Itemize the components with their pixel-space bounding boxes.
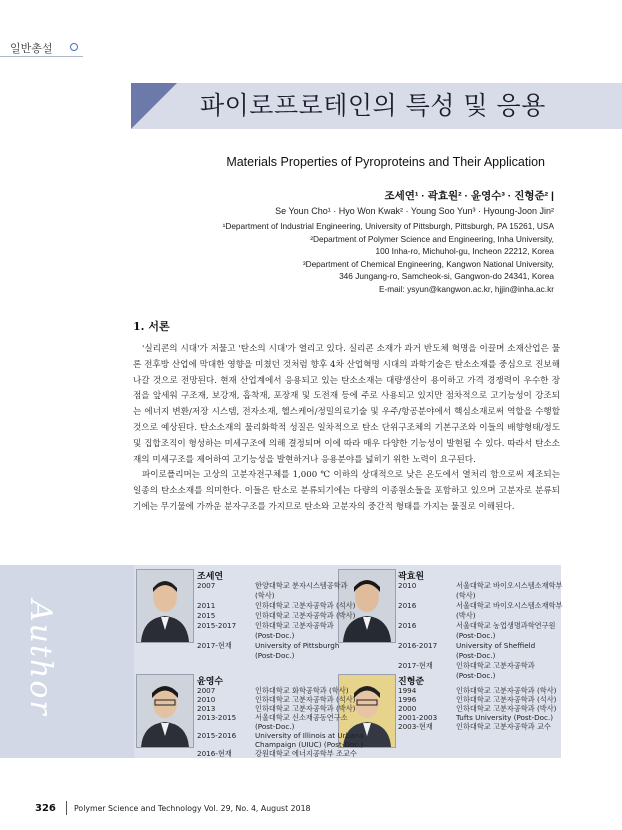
history-desc: University of Illinois at Urbana (255, 731, 364, 740)
history-year: 2007 (197, 581, 216, 590)
history-desc: (Post-Doc.) (255, 722, 295, 731)
affiliation-line: ²Department of Polymer Science and Engineering, Inha University, (310, 233, 554, 244)
intro-body (133, 342, 560, 516)
history-desc: University of Pittsburgh (255, 641, 340, 650)
history-desc: 인하대학교 고분자공학과 (학사) (456, 686, 557, 695)
history-year: 2015-2017 (197, 621, 237, 630)
history-year: 2013-2015 (197, 713, 237, 722)
author-history (197, 581, 356, 661)
affiliation-line: ³Department of Chemical Engineering, Kangwon National University, (302, 258, 554, 269)
history-desc: 인하대학교 고분자공학과 (박사) (255, 704, 356, 713)
intro-heading: 1. 서론 (133, 320, 170, 333)
history-desc: (Post-Doc.) (255, 651, 295, 660)
history-desc: 인하대학교 고분자공학과 (석사) (255, 601, 356, 610)
affiliation-line: 346 Jungang-ro, Samcheok-si, Gangwon-do 24341, Korea (339, 271, 554, 281)
history-desc: 한양대학교 분자시스템공학과 (255, 581, 348, 590)
history-year: 2016 (398, 601, 417, 610)
history-year: 2001-2003 (398, 713, 438, 722)
author-name: 진형준 (398, 677, 425, 687)
author-history (197, 686, 364, 766)
history-desc: 서울대학교 신소재공동연구소 (255, 713, 348, 722)
history-desc: 인하대학교 고분자공학과 (석사) (255, 695, 356, 704)
history-desc: 서울대학교 바이오시스템소재학부 (456, 601, 563, 610)
history-year: 2017-현재 (197, 641, 232, 650)
author-history (398, 686, 558, 746)
author-name: 윤영수 (197, 677, 224, 687)
section-dot-icon (70, 43, 78, 51)
history-desc: (학사) (255, 591, 275, 600)
footer-divider (66, 801, 67, 815)
history-year: 2000 (398, 704, 417, 713)
intro-paragraph: 파이로폴리머는 고상의 고분자전구체를 1,000 ℃ 이하의 상대적으로 낮은 온도에서 열처리 함으로써 제조되는 일종의 탄소소재를 의미한다. 이들은 탄소로 분류되기에는 다량의 이종원소들을 포함하고 있으며 고분자로 분류되기에는 무기물에 가까운 분자구조를 가지므로 탄소와 고분자의 중간적 형태를 가지는 물질로 이해된다. (133, 470, 560, 512)
history-desc: (박사) (456, 611, 476, 620)
authors-english: Se Youn Cho¹ · Hyo Won Kwak² · Young Soo Yun³ · Hyoung-Joon Jin² (275, 206, 554, 216)
history-year: 2016-2017 (398, 641, 438, 650)
history-year: 2016 (398, 621, 417, 630)
intro-paragraph: '실리콘의 시대'가 저물고 '탄소의 시대'가 열리고 있다. 실리콘 소재가 과거 반도체 혁명을 이끌며 소재산업은 물론 전후방 산업에 막대한 영향을 미쳤던 것처럼 향후 4차 산업혁명 시대의 과학기술은 탄소소재를 중심으로 진보해 나갈 것으로 전망된다. 현재 산업계에서 응용되고 있는 탄소소재는 대량생산이 용이하고 가격 경쟁력이 우수한 장점을 앞세워 구조재, 보강재, 흡착재, 포장재 및 도전재 등에 주로 사용되고 있지만 점차적으로 고기능성이 강조되는 에너지 변환/저장 시스템, 전자소재, 헬스케어/정밀의료기술 및 우주/항공분야에서 핵심소재로써 역할을 수행할 것으로 예상된다. 탄소소재의 물리화학적 성질은 일차적으로 탄소 단위구조체의 기본구조와 이들의 배향형태/정도 및 집합조직이 형성하는 미세구조에 의해 결정되며 이에 따라 매우 다양한 기능성이 발현될 수 있다. 따라서 탄소소재의 미세구조를 제어하여 고기능성을 발현하거나 응용분야를 넓히기 위한 노력이 요구된다. (133, 344, 560, 465)
author-side-band (0, 565, 134, 758)
affiliations (200, 220, 554, 295)
history-year: 2015 (197, 611, 216, 620)
history-year: 1994 (398, 686, 417, 695)
history-desc: 인하대학교 고분자공학과 (박사) (456, 704, 557, 713)
history-year: 2010 (197, 695, 216, 704)
author-photo (136, 674, 194, 748)
section-label: 일반총설 (10, 42, 53, 55)
history-desc: Tufts University (Post-Doc.) (456, 713, 554, 722)
author-history (398, 581, 563, 681)
history-desc: (Post-Doc.) (456, 651, 496, 660)
title-english: Materials Properties of Pyroproteins and Their Application (226, 155, 545, 169)
section-divider (0, 56, 83, 57)
history-desc: Champaign (UIUC) (Post-Doc.) (255, 740, 364, 749)
history-desc: University of Sheffield (456, 641, 536, 650)
page-number: 326 (35, 803, 56, 814)
history-desc: 인하대학교 고분자공학과 (석사) (456, 695, 557, 704)
history-year: 2015-2016 (197, 731, 237, 740)
email-line[interactable]: E-mail: ysyun@kangwon.ac.kr, hjjin@inha.ac.kr (378, 283, 554, 294)
history-desc: 인하대학교 고분자공학과 (박사) (255, 611, 356, 620)
history-year: 2010 (398, 581, 417, 590)
history-desc: 서울대학교 바이오시스템소재학부 (456, 581, 563, 590)
history-desc: (학사) (456, 591, 476, 600)
author-photo (136, 569, 194, 643)
authors-korean: 조세연¹ · 곽효원² · 윤영수³ · 진형준² | (384, 190, 554, 202)
history-year: 1996 (398, 695, 417, 704)
author-name: 조세연 (197, 572, 224, 582)
affiliation-line: 100 Inha-ro, Michuhol-gu, Incheon 22212, Korea (375, 246, 554, 256)
history-year: 2003-현재 (398, 722, 433, 731)
history-desc: (Post-Doc.) (255, 631, 295, 640)
history-desc: (Post-Doc.) (456, 671, 496, 680)
history-desc: (Post-Doc.) (456, 631, 496, 640)
author-section-label: Author (23, 600, 58, 717)
history-year: 2013 (197, 704, 216, 713)
title-korean: 파이로프로테인의 특성 및 응용 (200, 91, 546, 120)
author-name: 곽효원 (398, 572, 425, 582)
history-year: 2007 (197, 686, 216, 695)
history-year: 2011 (197, 601, 216, 610)
history-year: 2016-현재 (197, 749, 232, 758)
history-desc: 인하대학교 화학공학과 (학사) (255, 686, 349, 695)
title-band-corner (131, 83, 177, 129)
history-desc: 인하대학교 고분자공학과 교수 (456, 722, 551, 731)
affiliation-line: ¹Department of Industrial Engineering, University of Pittsburgh, Pittsburgh, PA 15261, USA (222, 221, 554, 231)
journal-info: Polymer Science and Technology Vol. 29, No. 4, August 2018 (74, 804, 311, 813)
history-desc: 인하대학교 고분자공학과 (456, 661, 535, 670)
history-desc: 서울대학교 농업생명과학연구원 (456, 621, 556, 630)
history-year: 2017-현재 (398, 661, 433, 670)
history-desc: 인하대학교 고분자공학과 (255, 621, 334, 630)
history-desc: 강원대학교 에너지공학부 조교수 (255, 749, 357, 758)
